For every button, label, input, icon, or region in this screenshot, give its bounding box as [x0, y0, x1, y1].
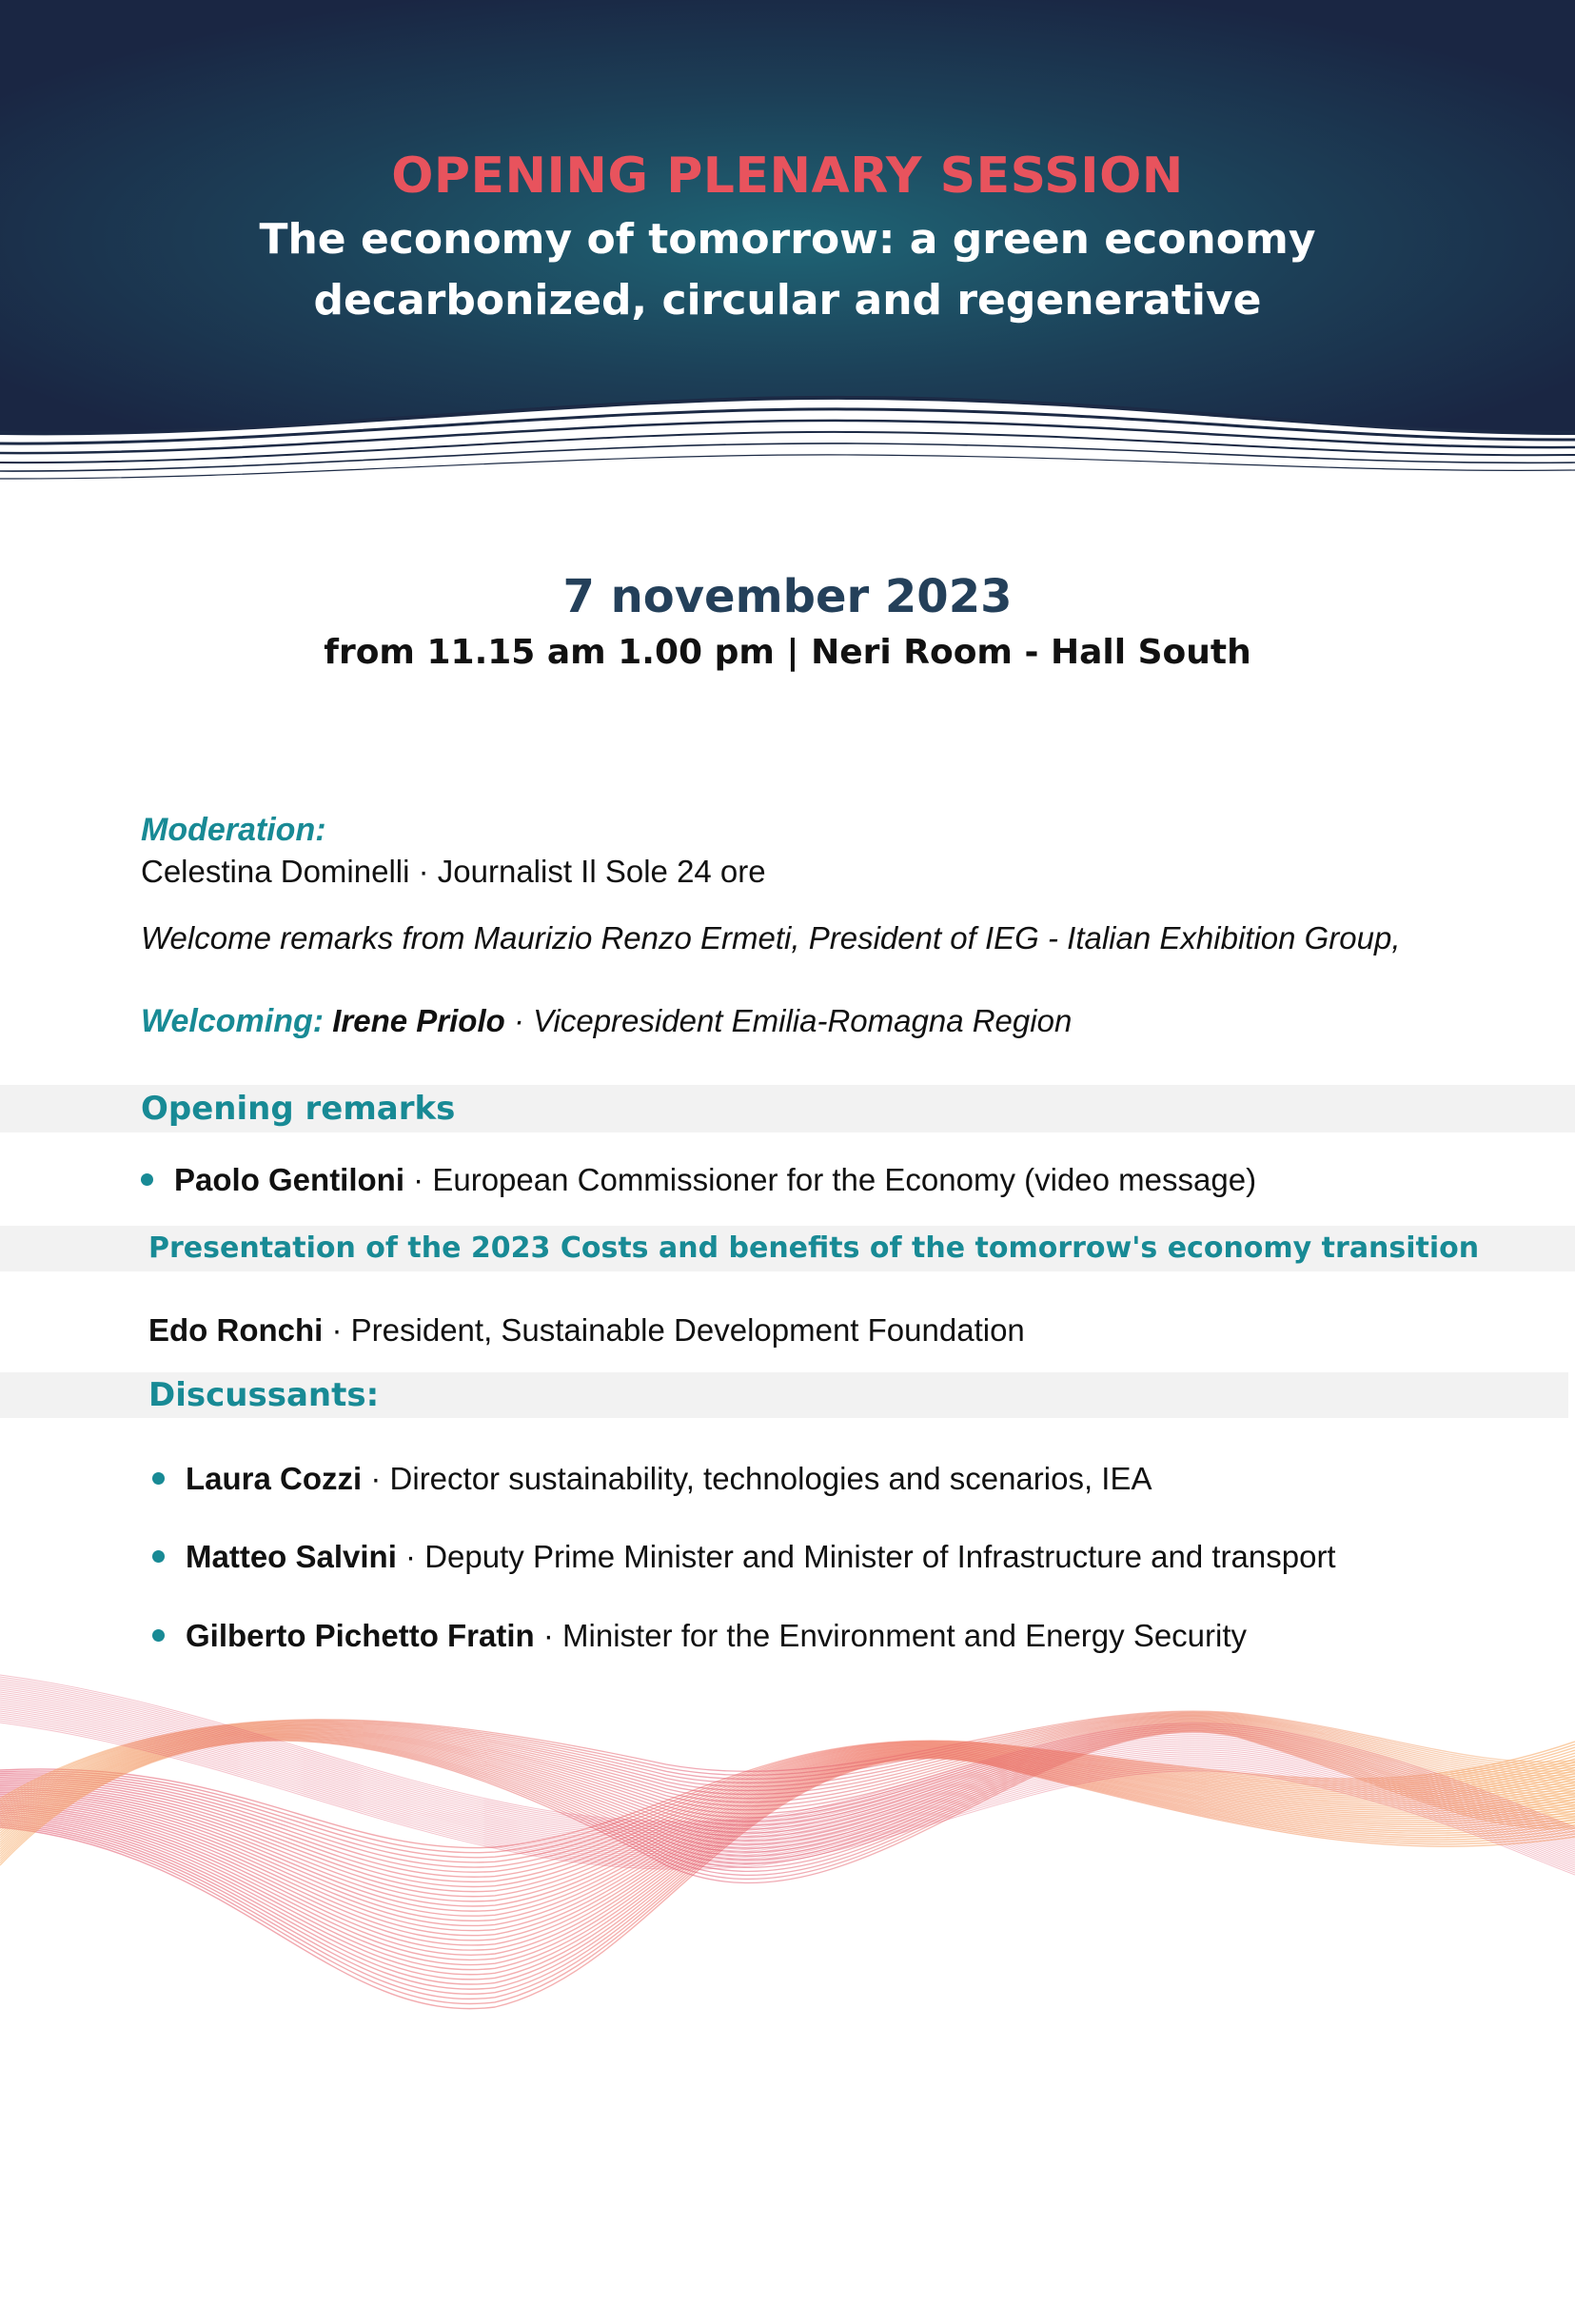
- event-date: 7 november 2023: [562, 570, 1013, 623]
- session-title: The economy of tomorrow: a green economy decarbonized, circular and regenerative: [259, 215, 1316, 325]
- welcoming-role: · Vicepresident Emilia-Romagna Region: [504, 1003, 1073, 1038]
- discussant-item: [152, 1615, 1247, 1657]
- bullet-icon: [152, 1472, 165, 1485]
- discussant-name: Matteo Salvini: [186, 1539, 397, 1574]
- welcoming-label: Welcoming:: [141, 1003, 325, 1039]
- header-banner: [0, 0, 1575, 495]
- bullet-icon: [141, 1173, 153, 1186]
- discussant-role: · Minister for the Environment and Energy Security: [534, 1618, 1248, 1653]
- welcome-remarks: Welcome remarks from Maurizio Renzo Ermeti, President of IEG - Italian Exhibition Group,: [141, 920, 1401, 955]
- decorative-waves: [0, 1656, 1575, 2189]
- wave-lines: [0, 1675, 1575, 2009]
- discussants-band: [0, 1372, 1568, 1418]
- opening-remarks-speaker: [141, 1159, 1256, 1201]
- welcoming-line: [141, 1000, 1072, 1042]
- discussant-name: Gilberto Pichetto Fratin: [186, 1618, 535, 1653]
- moderator: Celestina Dominelli · Journalist Il Sole 24 ore: [141, 854, 766, 889]
- bullet-icon: [152, 1550, 165, 1563]
- opening-remarks-band: [0, 1085, 1575, 1132]
- discussant-item: [152, 1536, 1336, 1578]
- bullet-icon: [152, 1629, 165, 1642]
- speaker-name: Edo Ronchi: [148, 1312, 324, 1348]
- discussant-item: [152, 1458, 1152, 1500]
- speaker-name: Paolo Gentiloni: [174, 1162, 405, 1197]
- discussant-name: Laura Cozzi: [186, 1461, 363, 1496]
- moderation-label: Moderation:: [141, 812, 326, 848]
- presentation-band: [0, 1226, 1575, 1271]
- presentation-speaker: [148, 1310, 1025, 1351]
- discussant-role: · Director sustainability, technologies and scenarios, IEA: [362, 1461, 1152, 1496]
- session-label: OPENING PLENARY SESSION: [391, 148, 1184, 205]
- speaker-role: · European Commissioner for the Economy (video message): [404, 1162, 1257, 1197]
- discussant-role: · Deputy Prime Minister and Minister of Infrastructure and transport: [396, 1539, 1336, 1574]
- event-time-place: from 11.15 am 1.00 pm | Neri Room - Hall South: [324, 633, 1251, 672]
- presentation-heading: Presentation of the 2023 Costs and benefits of the tomorrow's economy transition: [148, 1231, 1480, 1265]
- event-info: [0, 563, 1575, 676]
- discussants-heading: Discussants:: [148, 1376, 380, 1414]
- opening-remarks-heading: Opening remarks: [141, 1090, 456, 1128]
- speaker-role: · President, Sustainable Development Foundation: [323, 1312, 1025, 1348]
- welcoming-name: Irene Priolo: [332, 1003, 505, 1038]
